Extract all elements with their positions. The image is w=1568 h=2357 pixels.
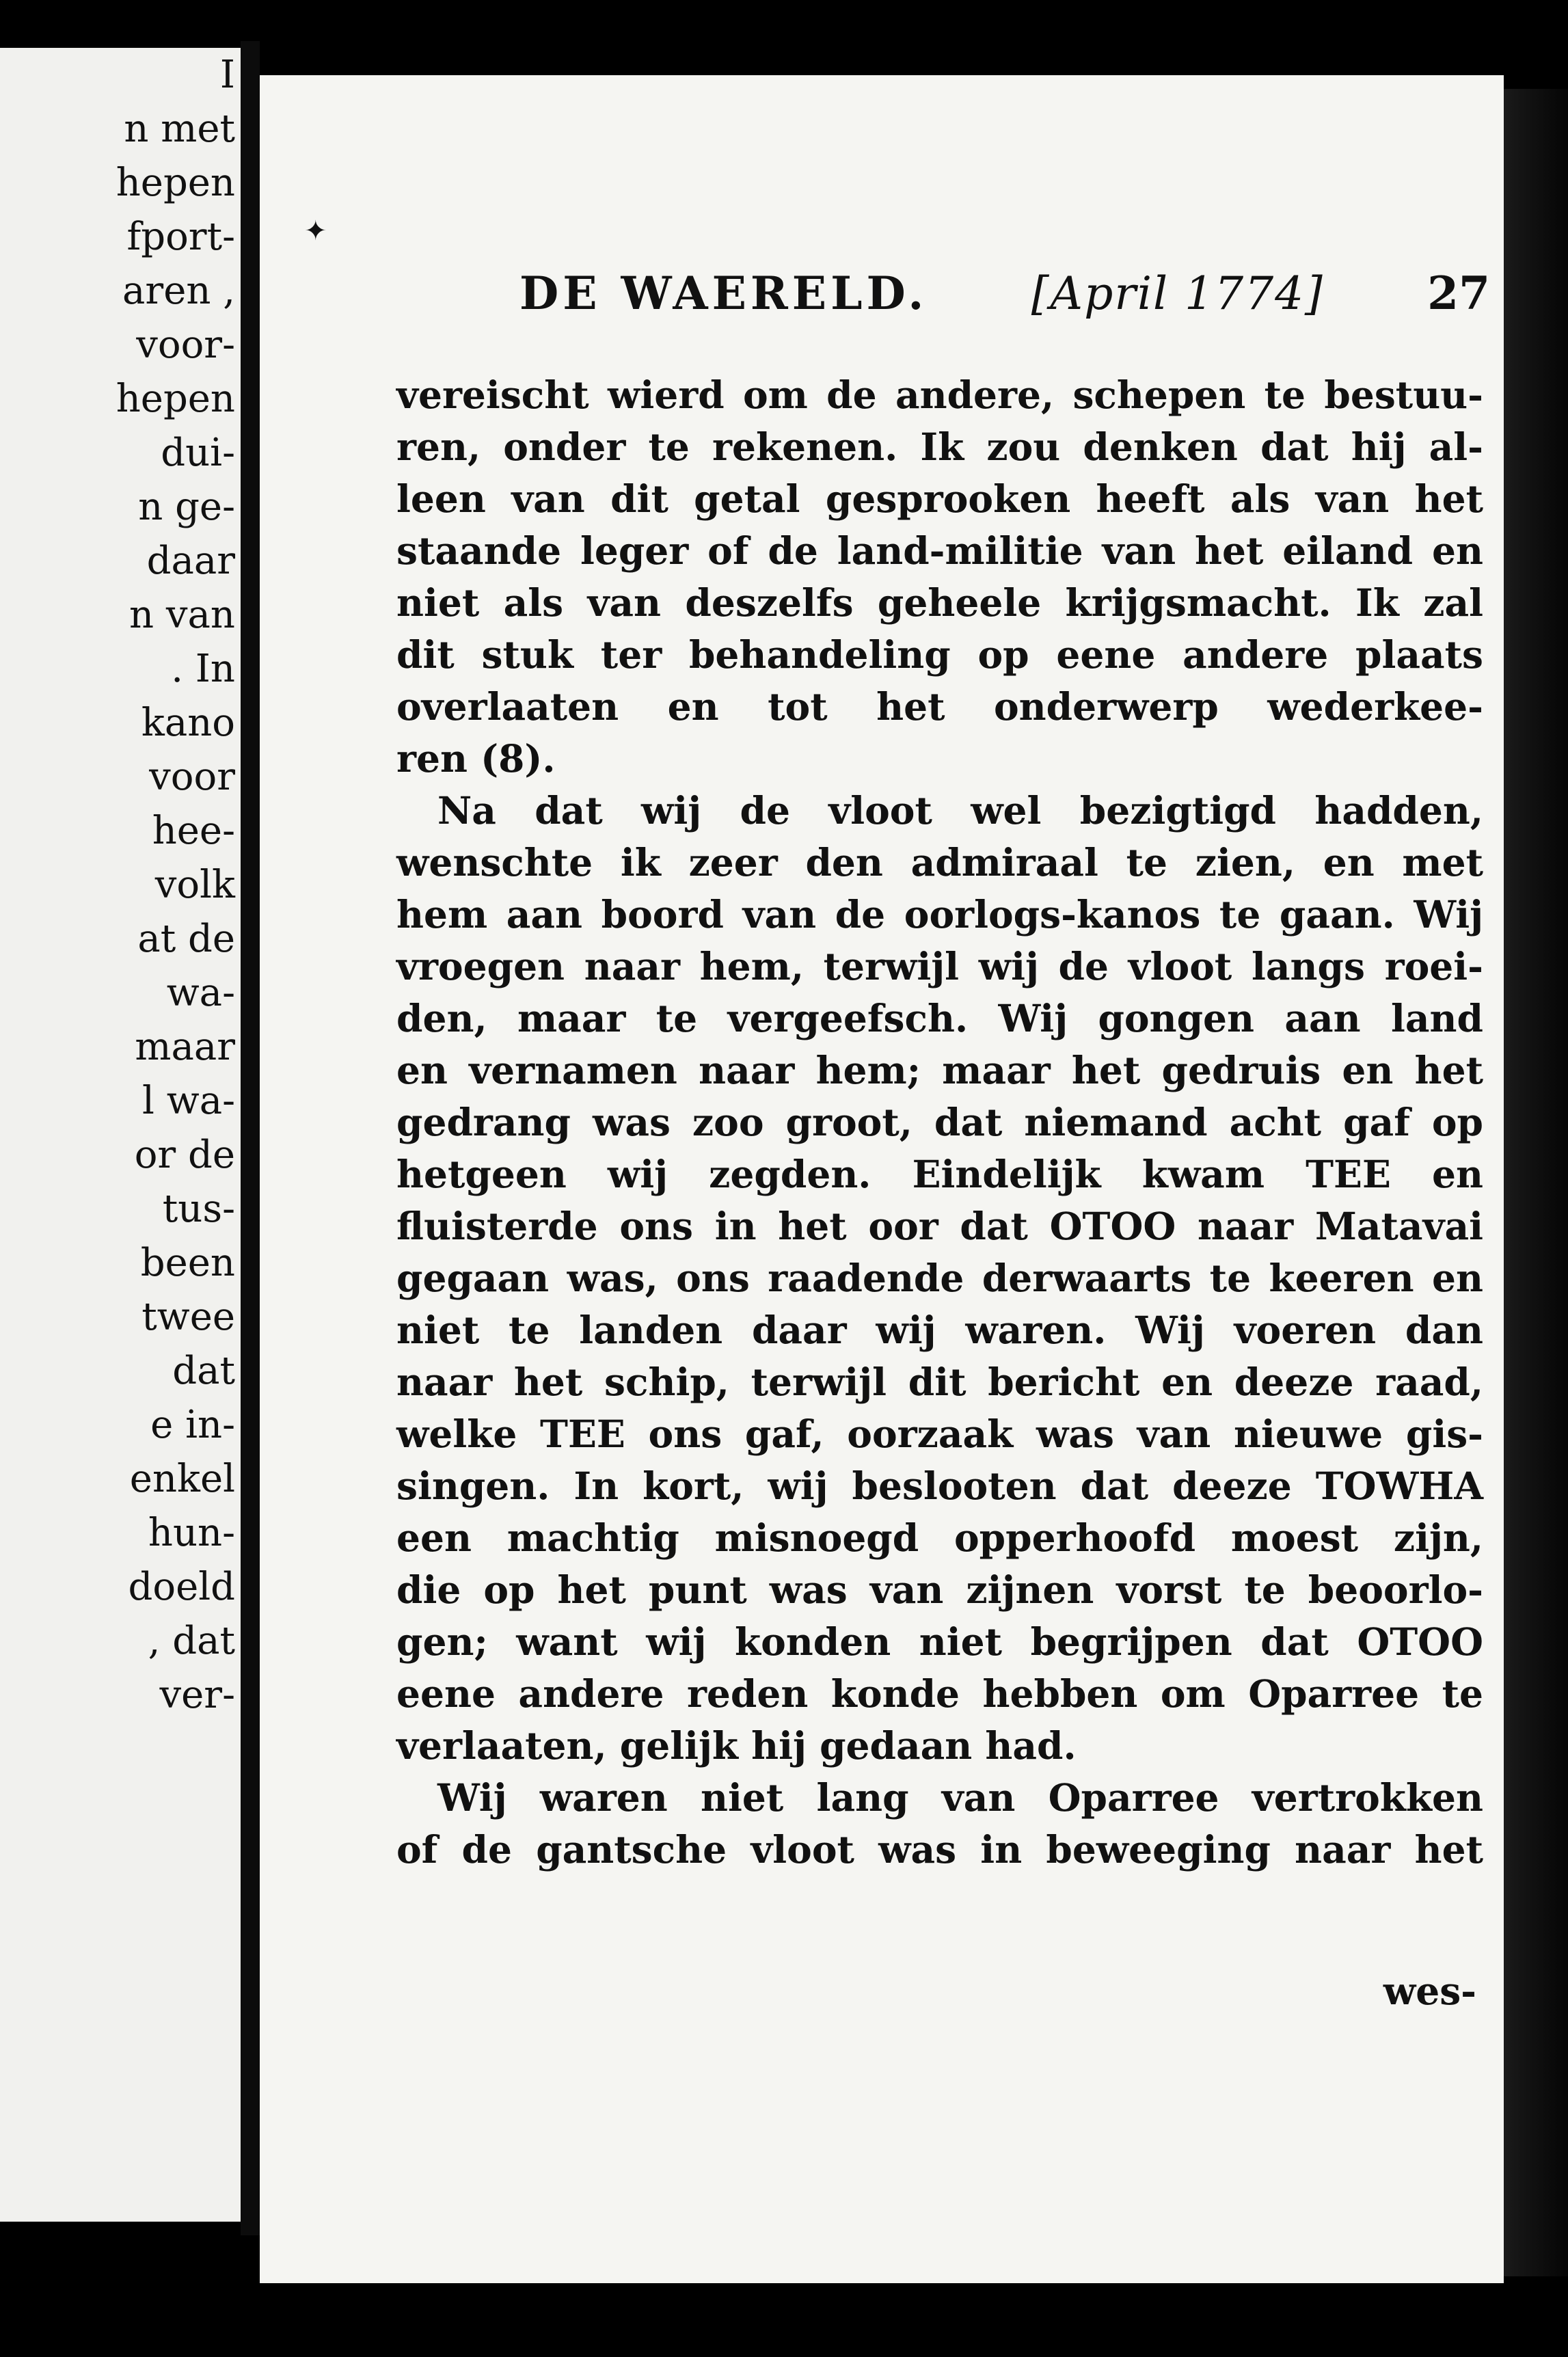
catchword: wes- [1383,1969,1476,2013]
text-line: singen. In kort, wij beslooten dat deeze TOWHA [396,1464,1483,1508]
page-number: 27 [1427,267,1490,320]
previous-page-line: ver- [159,1673,235,1717]
previous-page-line: aren , [122,269,235,313]
previous-page-line: enkel [129,1457,235,1501]
previous-page-line: maar [135,1025,235,1069]
current-page [260,75,1504,2283]
previous-page-line: been [140,1241,235,1285]
text-line: gedrang was zoo groot, dat niemand acht gaf op [396,1100,1483,1144]
previous-page-line: I [219,53,235,97]
book-gutter [241,41,260,2235]
text-line: niet te landen daar wij waren. Wij voeren dan [396,1308,1483,1352]
previous-page-line: hepen [116,377,235,421]
body-text [396,369,1483,1876]
previous-page-line: volk [154,863,235,907]
previous-page-line: wa- [166,971,235,1015]
running-head [519,267,1490,320]
page-edge-shadow [1504,89,1568,2276]
text-line: naar het schip, terwijl dit bericht en deeze raad, [396,1360,1483,1404]
text-line: Na dat wij de vloot wel bezigtigd hadden, [437,788,1483,833]
text-line: gegaan was, ons raadende derwaarts te keeren en [396,1256,1483,1300]
text-line: een machtig misnoegd opperhoofd moest zijn, [396,1516,1483,1560]
previous-page-line: dui- [161,431,235,475]
previous-page-line: n ge- [138,485,235,529]
previous-page-line: hun- [148,1511,235,1555]
text-line: eene andere reden konde hebben om Oparree te [396,1671,1483,1716]
text-line: ren (8). [396,736,556,781]
text-line: welke TEE ons gaf, oorzaak was van nieuwe gis- [396,1412,1483,1456]
previous-page-line: or de [134,1133,235,1177]
text-line: of de gantsche vloot was in beweeging naar het [396,1827,1483,1872]
text-line: hem aan boord van de oorlogs-kanos te gaan. Wij [396,892,1483,937]
text-line: gen; want wij konden niet begrijpen dat OTOO [396,1619,1483,1664]
text-line: verlaaten, gelijk hij gedaan had. [396,1723,1077,1768]
previous-page-line: n van [129,593,235,637]
previous-page-line: n met [124,107,235,151]
previous-page-fragment [0,48,241,2222]
text-line: den, maar te vergeefsch. Wij gongen aan land [396,996,1483,1040]
previous-page-line: , dat [148,1619,235,1663]
text-line: Wij waren niet lang van Oparree vertrokken [437,1775,1483,1820]
previous-page-line: hepen [116,161,235,205]
previous-page-line: voor- [136,323,235,367]
text-line: dit stuk ter behandeling op eene andere plaats [396,632,1483,677]
previous-page-line-ends [0,48,241,1722]
previous-page-line: kano [141,701,235,745]
previous-page-line: fport- [126,215,235,259]
text-line: ren, onder te rekenen. Ik zou denken dat hij al- [396,425,1483,469]
previous-page-line: . In [171,647,235,691]
running-head-date: [April 1774] [1031,267,1324,320]
text-line: niet als van deszelfs geheele krijgsmacht. Ik zal [396,580,1483,625]
previous-page-line: daar [146,539,235,583]
text-line: die op het punt was van zijnen vorst te beoorlo- [396,1567,1483,1612]
text-line: leen van dit getal gesprooken heeft als van het [396,476,1483,521]
text-line: vereischt wierd om de andere, schepen te bestuu- [396,373,1483,417]
previous-page-line: hee- [152,809,235,853]
previous-page-line: at de [137,917,235,961]
previous-page-line: tus- [162,1187,235,1231]
text-line: staande leger of de land-militie van het eiland en [396,528,1483,573]
text-line: hetgeen wij zegden. Eindelijk kwam TEE en [396,1152,1483,1196]
previous-page-line: dat [172,1349,235,1393]
text-line: en vernamen naar hem; maar het gedruis en het [396,1048,1483,1092]
previous-page-line: doeld [128,1565,235,1609]
previous-page-line: twee [141,1295,235,1339]
stray-ink-mark: ✦ [304,215,327,247]
running-head-title: DE WAERELD. [519,267,928,320]
previous-page-line: voor [149,755,235,799]
text-line: overlaaten en tot het onderwerp wederkee- [396,684,1483,729]
text-line: wenschte ik zeer den admiraal te zien, en met [396,840,1483,885]
text-line: fluisterde ons in het oor dat OTOO naar Matavai [396,1204,1483,1248]
text-line: vroegen naar hem, terwijl wij de vloot langs roei- [396,944,1483,988]
previous-page-line: l wa- [142,1079,235,1123]
previous-page-line: e in- [150,1403,235,1447]
